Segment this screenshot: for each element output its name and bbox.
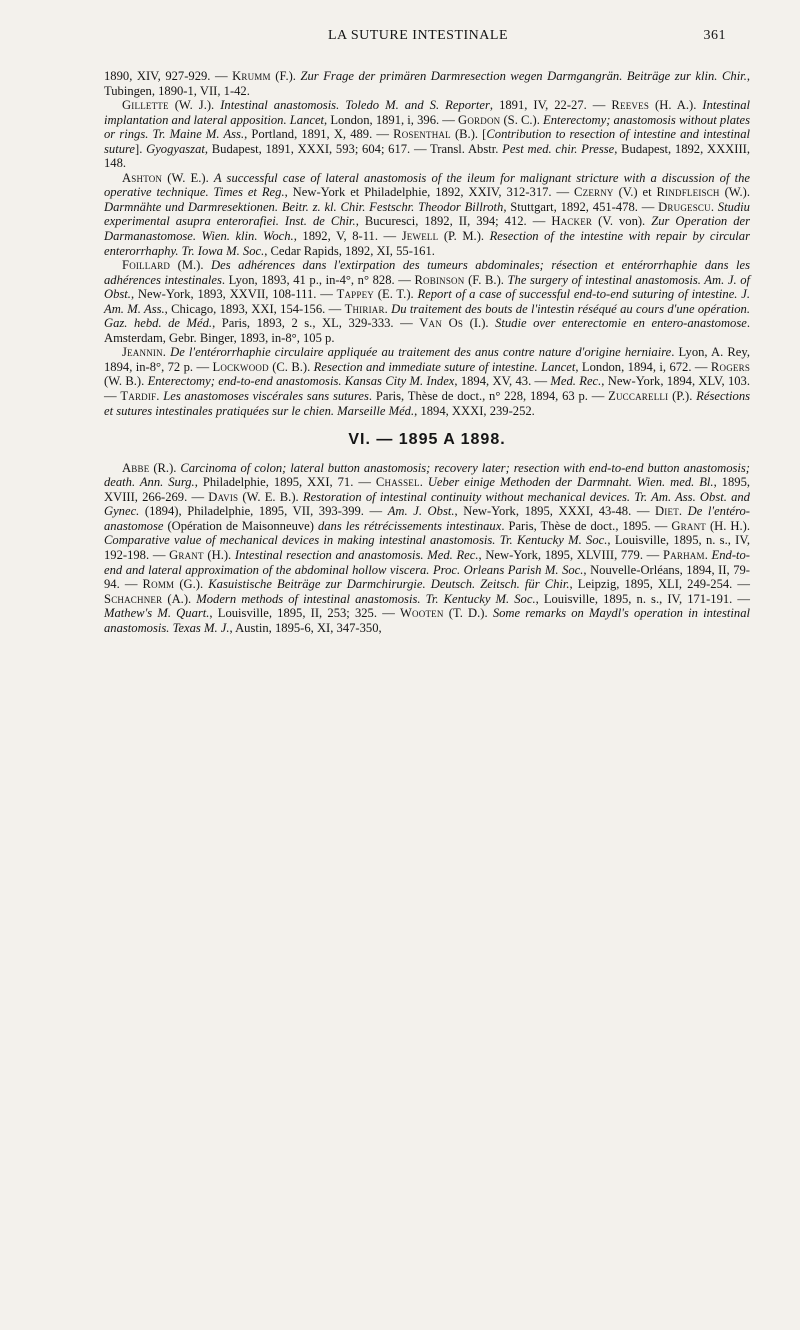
- citation-title: dans les rétrécissements intestinaux: [317, 518, 502, 533]
- citation-text: , New-York, 1895, XXXI, 43-48. —: [454, 504, 655, 519]
- citation-text: (P.).: [668, 389, 697, 404]
- citation-title: Gyogyaszat: [146, 141, 205, 156]
- citation-title: The surgery of intestinal anastomosis. Am. J. of Obst.: [104, 272, 750, 302]
- author-name: Grant: [169, 547, 204, 562]
- section-heading: VI. — 1895 A 1898.: [348, 431, 506, 449]
- citation-text: .: [162, 345, 171, 360]
- citation-text: (H.).: [203, 547, 235, 562]
- citation-title: Resection and immediate suture of intestine. Lancet: [313, 359, 576, 374]
- citation-text: (B.). [: [450, 127, 487, 142]
- running-title: LA SUTURE INTESTINALE: [327, 28, 509, 43]
- citation-title: Intestinal resection and anastomosis. Med. Rec.: [234, 547, 479, 562]
- citation-text: .: [419, 475, 428, 490]
- citation-title: Some remarks on Maydl's operation in intestinal anastomosis. Texas M. J.: [104, 606, 751, 635]
- citation-text: (H. H.).: [705, 518, 750, 533]
- citation-title: Ueber einige Methoden der Darmnaht. Wien. med. Bl.: [427, 475, 714, 490]
- citation-text: , Louisville, 1895, n. s., IV, 171-191. —: [535, 591, 751, 606]
- citation-text: , Louisville, 1895, II, 253; 325. —: [209, 606, 400, 621]
- citation-title: Zur Frage der primären Darmresection wegen Darmgangrän. Beiträge zur klin. Chir.: [300, 69, 747, 83]
- citation-title: Report of a case of successful end-to-end suturing of intestine. J. Am. M. Ass.: [104, 287, 750, 316]
- page-number: 361: [703, 28, 726, 43]
- citation-title: Kasuistische Beiträge zur Darmchirurgie. Deutsch. Zeitsch. für Chir.: [208, 577, 570, 592]
- citation-text: (M.).: [170, 258, 212, 273]
- author-name: Wooten: [399, 606, 444, 621]
- bibliography-paragraph: [104, 345, 750, 418]
- citation-text: .: [704, 547, 712, 562]
- citation-text: (H. A.).: [649, 98, 703, 113]
- author-name: Czerny: [574, 185, 614, 200]
- citation-text: , New-York, 1894, XLV, 103. —: [104, 374, 750, 404]
- citation-text: , Nouvelle-Orléans, 1894, II, 79-94. —: [104, 562, 751, 592]
- bibliography-paragraph: [104, 69, 750, 98]
- citation-title: End-to-end and lateral approximation of the abdominal hollow viscera. Proc. Orleans Parish M. Soc.: [104, 547, 751, 577]
- author-name: Drugescu: [658, 199, 711, 214]
- citation-text: . Lyon, 1893, 41 p., in-4°, n° 828. —: [221, 272, 415, 287]
- author-name: Diet: [655, 504, 679, 519]
- citation-text: ].: [135, 141, 147, 156]
- author-name: Lockwood: [212, 359, 269, 374]
- citation-title: De l'entéro-anastomose: [104, 504, 750, 533]
- citation-text: . Lyon, A. Rey, 1894, in-8°, 72 p. —: [104, 345, 751, 374]
- citation-text: , Louisville, 1895, n. s., IV, 192-198. —: [104, 533, 750, 562]
- citation-title: Les anastomoses viscérales sans sutures: [163, 389, 369, 404]
- author-name: Chassel: [375, 475, 420, 490]
- citation-text: , New-York, 1893, XXVII, 108-111. —: [130, 287, 337, 302]
- citation-text: , 1892, V, 8-11. —: [293, 229, 402, 244]
- author-name: Ashton: [122, 170, 163, 185]
- citation-title: Zur Operation der Darmanastomose. Wien. klin. Woch.: [104, 214, 750, 244]
- citation-text: (W.).: [719, 185, 750, 200]
- author-name: Gordon: [458, 112, 501, 127]
- author-name: Reeves: [611, 98, 650, 113]
- citation-text: 1890, XIV, 927-929. —: [104, 69, 233, 83]
- author-name: Abbe: [122, 460, 150, 475]
- citation-title: Intestinal implantation and lateral apposition. Lancet: [104, 98, 750, 127]
- bibliography-body: [104, 69, 750, 635]
- author-name: Rogers: [710, 359, 751, 374]
- citation-text: , London, 1894, i, 672. —: [575, 359, 711, 374]
- bibliography-paragraph: [104, 258, 750, 345]
- author-name: Jeannin: [122, 345, 163, 360]
- citation-title: Mathew's M. Quart.: [104, 606, 210, 621]
- citation-title: Enterectomy; anastomosis without plates or rings. Tr. Maine M. Ass.: [104, 112, 750, 142]
- citation-text: . Paris, Thèse de doct., n° 228, 1894, 63 p. —: [368, 389, 609, 404]
- citation-title: Contribution to resection of intestine and intestinal suture: [104, 127, 750, 156]
- author-name: Romm: [142, 577, 175, 592]
- citation-text: (V.) et: [613, 185, 657, 200]
- citation-title: Résections et sutures intestinales pratiquées sur le chien. Marseille Méd.: [104, 389, 751, 418]
- citation-title: Pest med. chir. Presse: [502, 141, 615, 156]
- citation-text: (I.).: [463, 316, 496, 331]
- citation-text: (G.).: [174, 577, 209, 592]
- citation-title: A successful case of lateral anastomosis of the ileum for malignant stricture with a discussion of the operative technique. Times et Reg.: [104, 170, 751, 200]
- citation-text: .: [678, 504, 688, 519]
- citation-text: (W. E.).: [162, 170, 214, 185]
- author-name: Robinson: [414, 272, 465, 287]
- citation-text: , Chicago, 1893, XXI, 154-156. —: [164, 301, 345, 316]
- citation-text: (R.).: [149, 460, 181, 475]
- citation-text: , Bucuresci, 1892, II, 394; 412. —: [355, 214, 552, 229]
- citation-title: Am. J. Obst.: [387, 504, 455, 519]
- citation-text: (A.).: [162, 591, 197, 606]
- citation-text: , London, 1891, i, 396. —: [324, 112, 459, 127]
- citation-text: . Paris, Thèse de doct., 1895. —: [501, 518, 672, 533]
- citation-title: Restoration of intestinal continuity without mechanical devices. Tr. Am. Ass. Obst. and Gynec.: [104, 489, 750, 519]
- citation-text: (P. M.).: [438, 229, 490, 244]
- citation-text: , 1891, IV, 22-27. —: [489, 98, 612, 113]
- author-name: Foillard: [122, 258, 171, 273]
- citation-text: .: [710, 199, 718, 214]
- running-header: [110, 28, 726, 48]
- citation-text: , Portland, 1891, X, 489. —: [244, 127, 394, 142]
- citation-text: , New-York et Philadelphie, 1892, XXIV, 312-317. —: [284, 185, 575, 200]
- bibliography-paragraph: [104, 461, 750, 636]
- author-name: Zuccarelli: [608, 389, 669, 404]
- citation-text: , New-York, 1895, XLVIII, 779. —: [478, 547, 663, 562]
- citation-text: (T. D.).: [443, 606, 493, 621]
- citation-text: (W. J.).: [168, 98, 221, 113]
- citation-title: Studie over enterectomie en entero-anastomose: [495, 316, 747, 331]
- author-name: Tardif: [120, 389, 157, 404]
- citation-title: Carcinoma of colon; lateral button anastomosis; recovery later; resection with end-to-end button anastomosis; death. Ann. Surg.: [104, 460, 750, 490]
- citation-text: , Cedar Rapids, 1892, XI, 55-161.: [264, 243, 435, 258]
- author-name: Krumm: [232, 69, 271, 83]
- citation-text: , Budapest, 1891, XXXI, 593; 604; 617. — Transl. Abstr.: [204, 141, 503, 156]
- citation-text: .: [156, 389, 164, 404]
- citation-title: Modern methods of intestinal anastomosis. Tr. Kentucky M. Soc.: [196, 591, 536, 606]
- citation-title: Resection of the intestine with repair by circular enterorrhaphy. Tr. Iowa M. Soc.: [104, 229, 750, 258]
- citation-title: Du traitement des bouts de l'intestin réséqué au cours d'une opération. Gaz. hebd. de Méd.: [104, 301, 751, 331]
- citation-text: , Philadelphie, 1895, XXI, 71. —: [194, 475, 376, 490]
- citation-title: Des adhérences dans l'extirpation des tumeurs abdominales; résection et entérorrhaphie dans les adhérences intestinales: [104, 258, 750, 287]
- citation-text: , 1894, XXXI, 239-252.: [414, 403, 535, 418]
- citation-text: , 1894, XV, 43. —: [454, 374, 551, 389]
- citation-text: , Leipzig, 1895, XLI, 249-254. —: [569, 577, 751, 592]
- citation-text: (V. von).: [592, 214, 652, 229]
- citation-title: Enterectomy; end-to-end anastomosis. Kansas City M. Index: [147, 374, 455, 389]
- bibliography-section-1894: [104, 69, 750, 418]
- citation-title: Comparative value of mechanical devices in making intestinal anastomosis. Tr. Kentucky M. Soc.: [104, 533, 608, 548]
- citation-text: (S. C.).: [500, 112, 544, 127]
- citation-text: (1894), Philadelphie, 1895, VII, 393-399. —: [139, 504, 388, 519]
- citation-text: , Paris, 1893, 2 s., XL, 329-333. —: [212, 316, 420, 331]
- citation-text: , Stuttgart, 1892, 451-478. —: [503, 199, 659, 214]
- citation-text: (W. B.).: [104, 374, 148, 389]
- citation-text: , Austin, 1895-6, XI, 347-350,: [229, 620, 382, 635]
- bibliography-section-1895-1898: [104, 461, 750, 636]
- citation-text: (F.).: [270, 69, 301, 83]
- citation-title: Studiu experimental asupra enterorafiei. Inst. de Chir.: [104, 199, 750, 229]
- citation-title: De l'entérorrhaphie circulaire appliquée au traitement des anus contre nature d'origine herniaire: [170, 345, 672, 360]
- author-name: Gillette: [122, 98, 169, 113]
- bibliography-paragraph: [104, 98, 750, 171]
- citation-title: Darmnähte und Darmresektionen. Beitr. z. kl. Chir. Festschr. Theodor Billroth: [104, 199, 504, 214]
- citation-text: (E. T.).: [374, 287, 418, 302]
- citation-text: (Opération de Maisonneuve): [163, 518, 318, 533]
- citation-title: Med. Rec.: [550, 374, 602, 389]
- citation-text: . Amsterdam, Gebr. Binger, 1893, in-8°, 105 p.: [104, 316, 751, 345]
- author-name: Parham: [662, 547, 705, 562]
- author-name: Schachner: [104, 591, 163, 606]
- author-name: Rosenthal: [393, 127, 451, 142]
- author-name: Tappey: [336, 287, 374, 302]
- citation-text: , Budapest, 1892, XXXIII, 148.: [104, 141, 750, 171]
- citation-text: (F. B.).: [464, 272, 508, 287]
- author-name: Van Os: [419, 316, 464, 331]
- citation-text: (W. E. B.).: [238, 489, 303, 504]
- author-name: Grant: [671, 518, 706, 533]
- author-name: Davis: [208, 489, 239, 504]
- author-name: Jewell: [401, 229, 439, 244]
- citation-text: (C. B.).: [268, 359, 314, 374]
- author-name: Hacker: [551, 214, 593, 229]
- author-name: Thiriar: [344, 301, 385, 316]
- citation-text: .: [384, 301, 392, 316]
- citation-title: Intestinal anastomosis. Toledo M. and S. Reporter: [220, 98, 490, 113]
- author-name: Rindfleisch: [656, 185, 720, 200]
- bibliography-paragraph: [104, 171, 750, 258]
- citation-text: , Tubingen, 1890-1, VII, 1-42.: [104, 69, 750, 98]
- citation-text: , 1895, XVIII, 266-269. —: [104, 475, 751, 504]
